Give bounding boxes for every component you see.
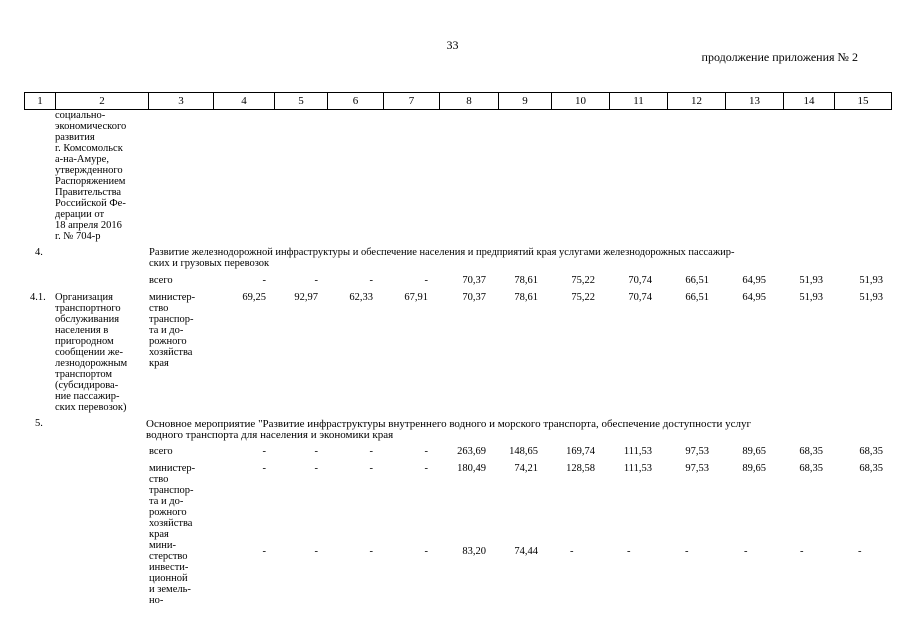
text-line: населения в [55,325,109,336]
value-cell: 51,93 [799,275,823,286]
header-cell: 13 [726,93,784,110]
value-cell: 89,65 [742,446,766,457]
header-cell: 2 [56,93,149,110]
header-cell: 9 [499,93,552,110]
value-cell: 128,58 [566,463,595,474]
value-cell: 66,51 [685,275,709,286]
text-line: (субсидирова- [55,380,119,391]
value-cell: - [627,546,631,557]
header-cell: 5 [275,93,328,110]
text-line: 18 апреля 2016 [55,220,122,231]
text-line: социально- [55,110,106,121]
executor-line: хозяйства [149,347,193,358]
value-cell: 51,93 [799,292,823,303]
value-cell: - [314,546,318,557]
value-cell: 263,69 [457,446,486,457]
header-cell: 10 [552,93,610,110]
value-cell: 68,35 [859,463,883,474]
value-cell: 148,65 [509,446,538,457]
executor-line: стерство [149,551,188,562]
header-cell: 8 [440,93,499,110]
executor-line: та и до- [149,325,184,336]
value-cell: 97,53 [685,463,709,474]
value-cell: 169,74 [566,446,595,457]
value-cell: - [369,446,373,457]
header-cell: 15 [835,93,892,110]
header-cell: 1 [25,93,56,110]
text-line: дерации от [55,209,105,220]
executor-line: мини- [149,540,176,551]
text-line: лезнодорожным [55,358,128,369]
executor-line: транспор- [149,485,194,496]
executor-line: министер- [149,292,196,303]
value-cell: - [369,546,373,557]
executor-line: края [149,358,169,369]
value-cell: 68,35 [799,463,823,474]
row-label: всего [149,275,173,286]
value-cell: - [858,546,862,557]
value-cell: 64,95 [742,275,766,286]
text-line: обслуживания [55,314,120,325]
row-number: 4.1. [30,292,46,303]
value-cell: - [369,275,373,286]
header-cell: 7 [384,93,440,110]
value-cell: - [424,275,428,286]
value-cell: 51,93 [859,292,883,303]
executor-line: и земель- [149,584,191,595]
value-cell: 70,37 [462,292,486,303]
header-cell: 4 [214,93,275,110]
text-line: пригородном [55,336,114,347]
value-cell: 68,35 [799,446,823,457]
value-cell: 51,93 [859,275,883,286]
value-cell: - [744,546,748,557]
executor-line: рожного [149,507,187,518]
executor-line: ционной [149,573,188,584]
value-cell: - [262,463,266,474]
text-line: транспортного [55,303,121,314]
executor-line: та и до- [149,496,184,507]
text-line: Правительства [55,187,122,198]
value-cell: - [262,546,266,557]
page-number: 33 [446,38,459,52]
header-cell: 3 [149,93,214,110]
continuation-note: продолжение приложения № 2 [701,50,858,64]
value-cell: 97,53 [685,446,709,457]
row-label: всего [149,446,173,457]
executor-line: транспор- [149,314,194,325]
text-line: Российской Фе- [55,198,126,209]
row-number: 5. [35,418,43,429]
value-cell: 78,61 [514,292,538,303]
executor-line: рожного [149,336,187,347]
value-cell: 62,33 [349,292,373,303]
value-cell: - [800,546,804,557]
section-title: Основное мероприятие "Развитие инфраструктуры внутреннего водного и морского транспорта, обеспечение доступности услуг [146,418,751,430]
header-cell: 12 [668,93,726,110]
header-cell: 6 [328,93,384,110]
value-cell: 70,37 [462,275,486,286]
executor-line: но- [149,595,164,606]
value-cell: 74,21 [514,463,538,474]
value-cell: 83,20 [462,546,486,557]
value-cell: 68,35 [859,446,883,457]
text-line: г. № 704-р [55,231,101,242]
row-number: 4. [35,247,43,258]
value-cell: 89,65 [742,463,766,474]
value-cell: - [570,546,574,557]
value-cell: 75,22 [571,275,595,286]
section-title: Развитие железнодорожной инфраструктуры и обеспечение населения и предприятий края услугами железнодорожных пассажир- [149,247,735,258]
executor-line: ство [149,303,169,314]
executor-line: ство [149,474,169,485]
value-cell: 111,53 [623,446,652,457]
executor-line: министер- [149,463,196,474]
value-cell: 69,25 [242,292,266,303]
executor-line: хозяйства [149,518,193,529]
text-line: утвержденного [55,165,123,176]
text-line: транспортом [55,369,113,380]
value-cell: - [424,546,428,557]
value-cell: 70,74 [628,275,652,286]
text-line: экономического [55,121,127,132]
value-cell: - [424,463,428,474]
value-cell: - [262,446,266,457]
header-cell: 11 [610,93,668,110]
value-cell: - [314,275,318,286]
text-line: г. Комсомольск [55,143,123,154]
executor-line: инвести- [149,562,189,573]
value-cell: 78,61 [514,275,538,286]
value-cell: - [369,463,373,474]
text-line: а-на-Амуре, [55,154,109,165]
value-cell: - [685,546,689,557]
header-cell: 14 [784,93,835,110]
column-header-row [24,92,892,110]
section-title: водного транспорта для населения и экономики края [146,429,394,441]
text-line: сообщении же- [55,347,124,358]
value-cell: - [424,446,428,457]
value-cell: 75,22 [571,292,595,303]
text-line: ских перевозок) [55,402,127,413]
executor-line: края [149,529,169,540]
value-cell: 66,51 [685,292,709,303]
text-line: Распоряжением [55,176,126,187]
value-cell: - [314,446,318,457]
value-cell: 92,97 [294,292,318,303]
text-line: Организация [55,292,113,303]
value-cell: - [314,463,318,474]
text-line: ние пассажир- [55,391,120,402]
value-cell: 111,53 [623,463,652,474]
value-cell: 74,44 [514,546,538,557]
value-cell: 70,74 [628,292,652,303]
value-cell: 64,95 [742,292,766,303]
value-cell: - [262,275,266,286]
section-title: ских и грузовых перевозок [149,258,270,269]
value-cell: 180,49 [457,463,486,474]
text-line: развития [55,132,95,143]
value-cell: 67,91 [404,292,428,303]
